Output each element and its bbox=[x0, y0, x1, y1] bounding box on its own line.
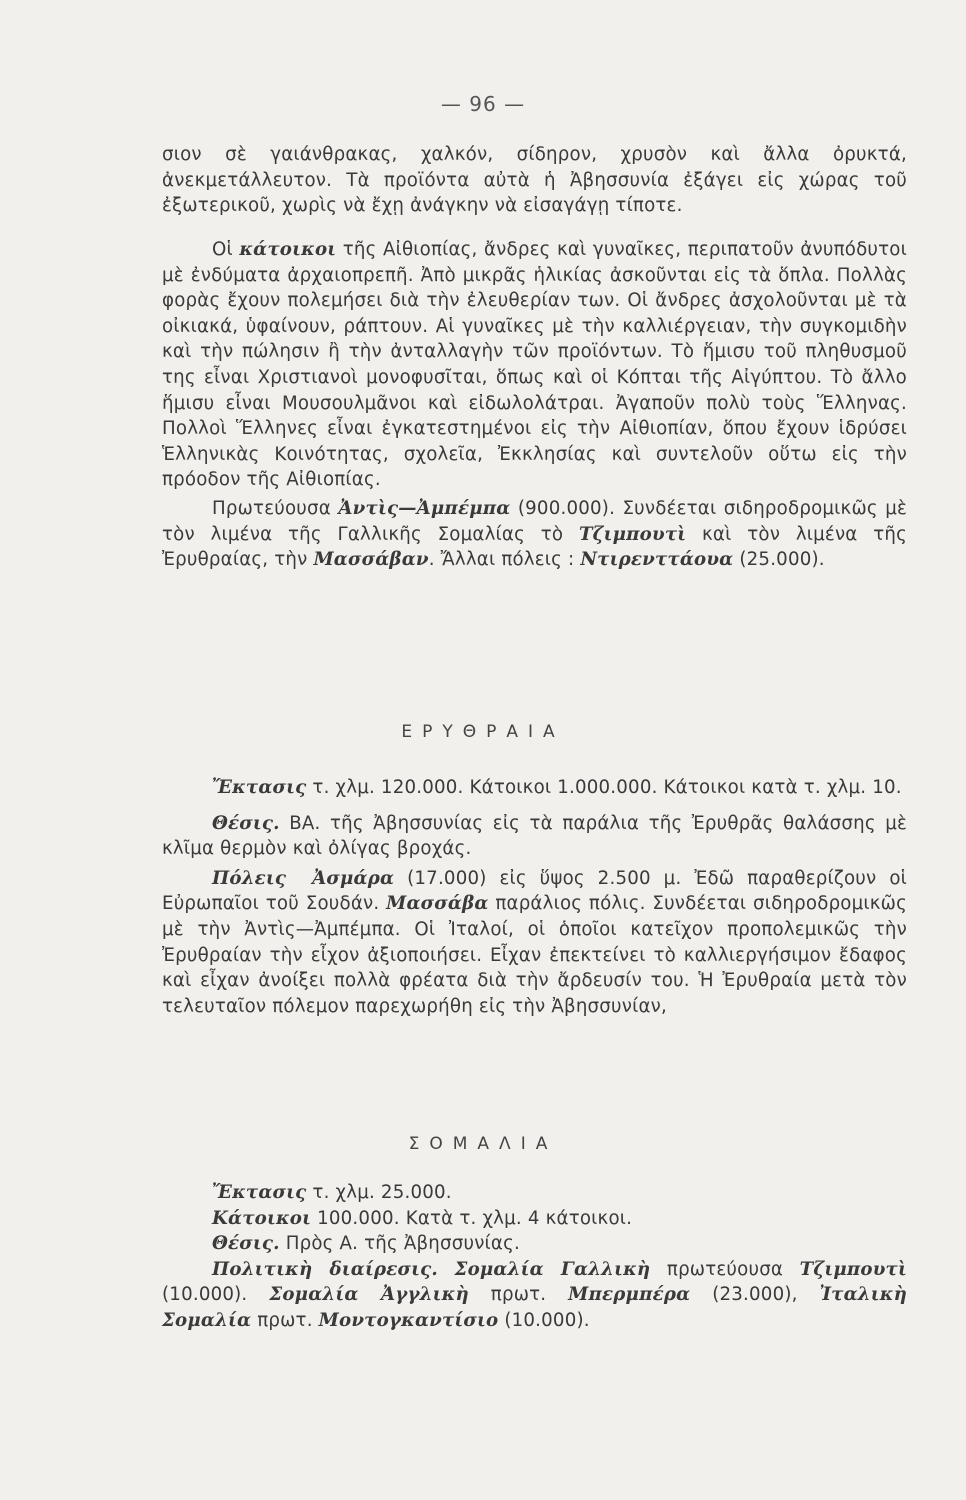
term-inhabitants: κάτοικοι bbox=[239, 239, 337, 260]
intro-block bbox=[162, 142, 907, 219]
somalia-block bbox=[162, 1180, 907, 1334]
paragraph-cities: Πόλεις Ἀσμάρα (17.000) εἰς ὕψος 2.500 μ. Ἐδῶ παραθερίζουν οἱ Εὐρωπαῖοι τοῦ Σουδάν. Μασσάβα παράλιος πόλις. Συνδέεται σιδηροδρομικῶς μὲ τὴν Ἀντὶς—Ἀμπέμπα. Οἱ Ἰταλοί, οἱ ὁποῖοι κατεῖχον προπολεμικῶς τὴν Ἐρυθραίαν τὴν εἶχον ἀξιοποιήσει. Εἶχαν ἐπεκτείνει τὸ καλλιεργήσιμον ἔδαφος καὶ εἶχαν ἀνοίξει πολλὰ φρέατα διὰ τὴν ἄρδευσίν του. Ἡ Ἐρυθραία μετὰ τὸν τελευταῖον πόλεμον παρεχωρήθη εἰς τὴν Ἀβησσυνίαν, bbox=[162, 867, 907, 1017]
paragraph-political-division: Πολιτικὴ διαίρεσις. Σομαλία Γαλλικὴ πρωτεύουσα Τζιμπουτὶ (10.000). Σομαλία Ἀγγλικὴ πρωτ. Μπερμπέρα (23.000), Ἰταλικὴ Σομαλία πρωτ. Μοντογκαντίσιο (10.000). bbox=[162, 1258, 907, 1331]
eritrea-block bbox=[162, 775, 907, 1019]
paragraph-area: Ἔκτασις τ. χλμ. 120.000. Κάτοικοι 1.000.000. Κάτοικοι κατὰ τ. χλμ. 10. bbox=[212, 777, 902, 798]
ethiopia-block bbox=[162, 237, 907, 573]
paragraph-population: Κάτοικοι 100.000. Κατὰ τ. χλμ. 4 κάτοικοι. bbox=[212, 1207, 633, 1229]
paragraph-area: Ἔκτασις τ. χλμ. 25.000. bbox=[212, 1182, 452, 1203]
section-heading-eritrea: ΕΡΥΘΡΑΙΑ bbox=[401, 722, 565, 742]
paragraph-capital: Πρωτεύουσα Ἀντὶς—Ἀμπέμπα (900.000). Συνδέεται σιδηροδρομικῶς μὲ τὸν λιμένα τῆς Γαλλικῆς Σομαλίας τὸ Τζιμπουτὶ καὶ τὸν λιμένα τῆς Ἐρυθραίας, τὴν Μασσάβαν. Ἄλλαι πόλεις : Ντιρενττάουα (25.000). bbox=[162, 497, 907, 571]
section-heading-somalia: ΣΟΜΑΛΙΑ bbox=[408, 1134, 558, 1154]
page-number: — 96 — bbox=[440, 92, 526, 116]
paragraph-inhabitants: Οἱ κάτοικοι τῆς Αἰθιοπίας, ἄνδρες καὶ γυναῖκες, περιπατοῦν ἀνυπόδυτοι μὲ ἐνδύματα ἀρχαιοπρεπῆ. Ἀπὸ μικρᾶς ἡλικίας ἀσκοῦνται εἰς τὰ ὅπλα. Πολλὰς φορὰς ἔχουν πολεμήσει διὰ τὴν ἐλευθερίαν των. Οἱ ἄνδρες ἀσχολοῦνται μὲ τὰ οἰκιακά, ὑφαίνουν, ράπτουν. Αἱ γυναῖκες μὲ τὴν καλλιέργειαν, τὴν συγκομιδὴν καὶ τὴν πώλησιν ἢ τὴν ἀνταλλαγὴν τῶν προϊόντων. Τὸ ἥμισυ τοῦ πληθυσμοῦ της εἶναι Χριστιανοὶ μονοφυσῖται, ὅπως καὶ οἱ Κόπται τῆς Αἰγύπτου. Τὸ ἄλλο ἥμισυ εἶναι Μουσουλμᾶνοι καὶ εἰδωλολάτραι. Ἀγαποῦν πολὺ τοὺς Ἕλληνας. Πολλοὶ Ἕλληνες εἶναι ἐγκατεστημένοι εἰς τὴν Αἰθιοπίαν, ὅπου ἔχουν ἱδρύσει Ἑλληνικὰς Κοινότητας, σχολεῖα, Ἐκκλησίας καὶ συντελοῦν οὕτω εἰς τὴν πρόοδον τῆς Αἰθιοπίας. bbox=[162, 239, 907, 491]
paragraph-minerals: σιον σὲ γαιάνθρακας, χαλκόν, σίδηρον, χρυσὸν καὶ ἄλλα ὀρυκτά, ἀνεκμετάλλευτον. Τὰ προϊόντα αὐτὰ ἡ Ἀβησσυνία ἐξάγει εἰς χώρας τοῦ ἐξωτερικοῦ, χωρὶς νὰ ἔχῃ ἀνάγκην νὰ εἰσαγάγῃ τίποτε. bbox=[162, 144, 907, 217]
paragraph-position: Θέσις. ΒΑ. τῆς Ἀβησσυνίας εἰς τὰ παράλια τῆς Ἐρυθρᾶς θαλάσσης μὲ κλῖμα θερμὸν καὶ ὀλίγας βροχάς. bbox=[162, 812, 907, 860]
paragraph-position: Θέσις. Πρὸς Α. τῆς Ἀβησσυνίας. bbox=[212, 1233, 520, 1255]
